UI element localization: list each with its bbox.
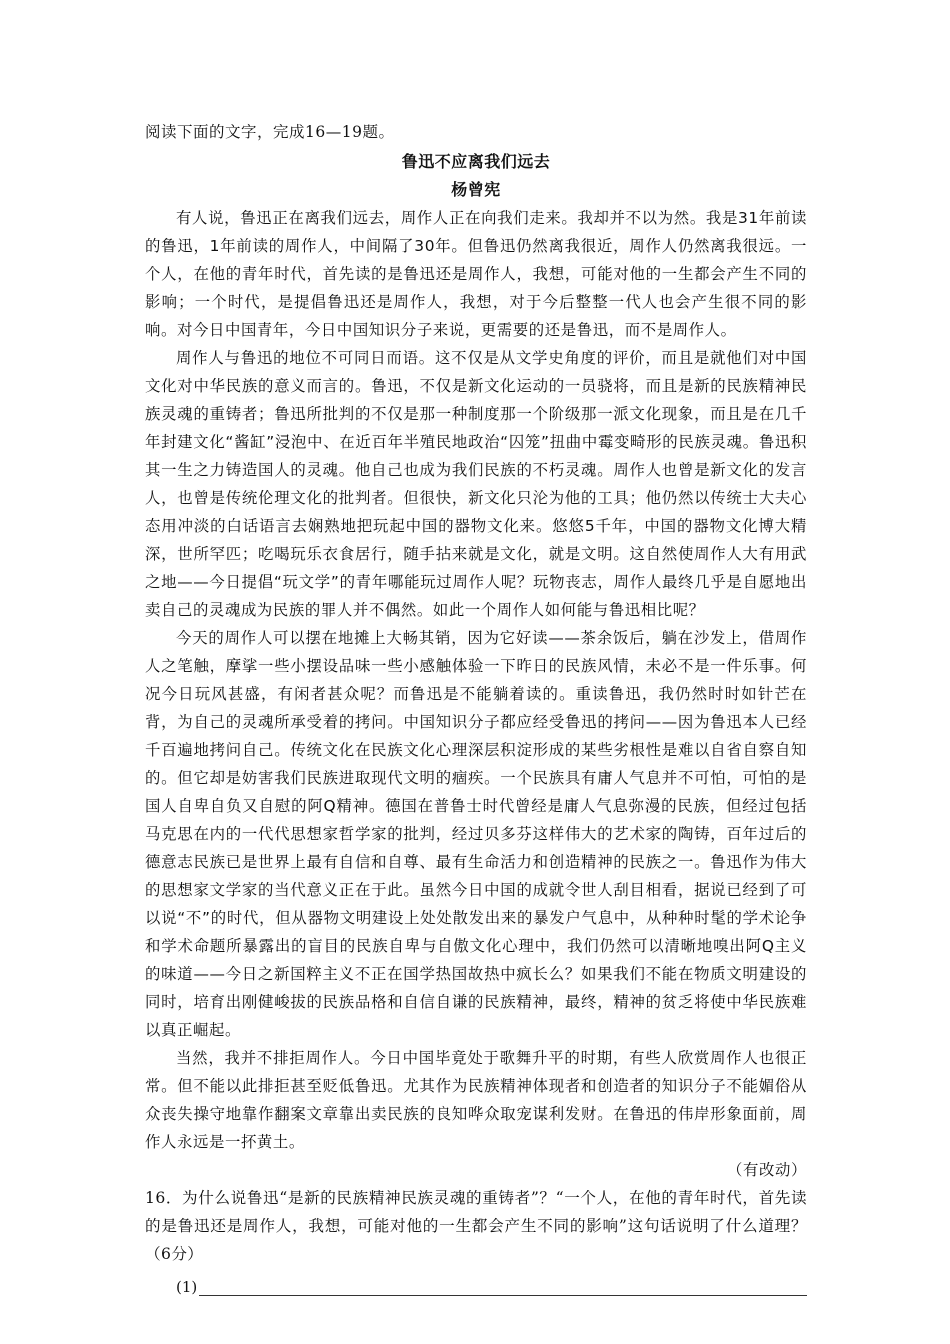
- answer-blank[interactable]: [199, 1277, 807, 1296]
- reading-instruction: 阅读下面的文字，完成16—19题。: [145, 123, 395, 141]
- article-author: 杨曾宪: [451, 180, 501, 199]
- article-title: 鲁迅不应离我们远去: [401, 152, 551, 171]
- article-paragraph-2: 周作人与鲁迅的地位不可同日而语。这不仅是从文学史角度的评价，而且是就他们对中国文化对中华民族的意义而言的。鲁迅，不仅是新文化运动的一员骁将，而且是新的民族精神民族灵魂的重铸者；鲁迅所批判的不仅是那一种制度那一个阶级那一派文化现象，而且是在几千年封建文化“酱缸”浸泡中、在近百年半殖民地政治“囚笼”扭曲中霉变畸形的民族灵魂。鲁迅积其一生之力铸造国人的灵魂。他自己也成为我们民族的不朽灵魂。周作人也曾是新文化的发言人，也曾是传统伦理文化的批判者。但很快，新文化只沦为他的工具；他仍然以传统士大夫心态用冲淡的白话语言去娴熟地把玩起中国的器物文化来。悠悠5千年，中国的器物文化博大精深，世所罕匹；吃喝玩乐衣食居行，随手拈来就是文化，就是文明。这自然使周作人大有用武之地——今日提倡“玩文学”的青年哪能玩过周作人呢？玩物丧志，周作人最终几乎是自愿地出卖自己的灵魂成为民族的罪人并不偶然。如此一个周作人如何能与鲁迅相比呢？: [145, 349, 807, 619]
- document-page: [145, 118, 807, 1296]
- article-paragraph-1: 有人说，鲁迅正在离我们远去，周作人正在向我们走来。我却并不以为然。我是31年前读的鲁迅，1年前读的周作人，中间隔了30年。但鲁迅仍然离我很近，周作人仍然离我很远。一个人，在他的青年时代，首先读的是鲁迅还是周作人，我想，可能对他的一生都会产生不同的影响；一个时代，是提倡鲁迅还是周作人，我想，对于今后整整一代人也会产生很不同的影响。对今日中国青年，今日中国知识分子来说，更需要的还是鲁迅，而不是周作人。: [145, 209, 807, 339]
- answer-line-1[interactable]: [145, 1268, 807, 1296]
- article-paragraph-4: 当然，我并不排拒周作人。今日中国毕竟处于歌舞升平的时期，有些人欣赏周作人也很正常。但不能以此排拒甚至贬低鲁迅。尤其作为民族精神体现者和创造者的知识分子不能媚俗从众丧失操守地靠作翻案文章靠出卖民族的良知哗众取宠谋利发财。在鲁迅的伟岸形象面前，周作人永远是一抔黄土。: [145, 1049, 807, 1151]
- answer-label: (1): [176, 1278, 198, 1296]
- question-16: 16．为什么说鲁迅“是新的民族精神民族灵魂的重铸者”？“一个人，在他的青年时代，首先读的是鲁迅还是周作人，我想，可能对他的一生都会产生不同的影响”这句话说明了什么道理？（6分）: [145, 1189, 807, 1263]
- article-paragraph-3: 今天的周作人可以摆在地摊上大畅其销，因为它好读——茶余饭后，躺在沙发上，借周作人之笔触，摩挲一些小摆设品味一些小感触体验一下昨日的民族风情，未必不是一件乐事。何况今日玩风甚盛，有闲者甚众呢？而鲁迅是不能躺着读的。重读鲁迅，我仍然时时如针芒在背，为自己的灵魂所承受着的拷问。中国知识分子都应经受鲁迅的拷问——因为鲁迅本人已经千百遍地拷问自己。传统文化在民族文化心理深层积淀形成的某些劣根性是难以自省自察自知的。但它却是妨害我们民族进取现代文明的痼疾。一个民族具有庸人气息并不可怕，可怕的是国人自卑自负又自慰的阿Q精神。德国在普鲁士时代曾经是庸人气息弥漫的民族，但经过包括马克思在内的一代代思想家哲学家的批判，经过贝多芬这样伟大的艺术家的陶铸，百年过后的德意志民族已是世界上最有自信和自尊、最有生命活力和创造精神的民族之一。鲁迅作为伟大的思想家文学家的当代意义正在于此。虽然今日中国的成就令世人刮目相看，据说已经到了可以说“不”的时代，但从器物文明建设上处处散发出来的暴发户气息中，从种种时髦的学术论争和学术命题所暴露出的盲目的民族自卑与自傲文化心理中，我们仍然可以清晰地嗅出阿Q主义的味道——今日之新国粹主义不正在国学热国故热中疯长么？如果我们不能在物质文明建设的同时，培育出刚健峻拔的民族品格和自信自谦的民族精神，最终，精神的贫乏将使中华民族难以真正崛起。: [145, 629, 807, 1039]
- source-note: （有改动）: [727, 1161, 807, 1179]
